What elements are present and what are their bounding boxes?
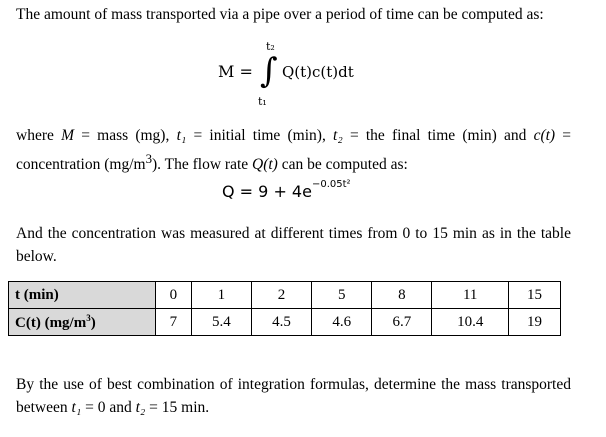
table-cell: 19	[508, 309, 560, 336]
table-cell: 4.5	[251, 309, 311, 336]
row-header-time: t (min)	[9, 282, 156, 309]
mass-integral-equation	[218, 40, 378, 110]
task-paragraph	[16, 373, 571, 419]
task-text: By the use of best combination of integration formulas, determine the mass transported between	[16, 376, 571, 416]
t1-value: = 0 and	[85, 399, 132, 416]
var-t2: t₂	[135, 399, 146, 416]
var-Q: Q(t)	[252, 156, 278, 174]
t1-definition: = initial time (min),	[193, 127, 326, 144]
t2-definition: = the final time (min) and	[349, 127, 527, 144]
intro-paragraph: The amount of mass transported via a pipe over a period of time can be computed as:	[16, 6, 544, 23]
measurement-paragraph: And the concentration was measured at different times from 0 to 15 min as in the table below.	[16, 225, 571, 265]
measurement-table	[8, 281, 561, 336]
table-cell: 4.6	[312, 309, 372, 336]
M-definition: = mass (mg),	[81, 127, 170, 144]
table-cell: 15	[508, 282, 560, 309]
integral-sign: ∫	[260, 51, 278, 91]
equation-lhs: M =	[218, 62, 253, 81]
table-cell: 2	[251, 282, 311, 309]
row-header-concentration: C(t) $(mg/m^3)$	[9, 309, 156, 336]
flow-rate-intro: ). The flow rate	[152, 156, 249, 174]
flow-equation-base: Q = 9 + 4e	[222, 182, 312, 201]
flow-rate-equation	[222, 178, 351, 201]
table-cell: 8	[372, 282, 432, 309]
integral-lower-bound: t₁	[258, 95, 267, 108]
c-definition: =	[562, 127, 572, 144]
flow-equation-exponent: −0.05t²	[311, 178, 351, 190]
computed-as: can be computed as:	[281, 156, 408, 174]
table-cell: 5	[312, 282, 372, 309]
integral-upper-bound: t₂	[266, 40, 275, 53]
definitions-paragraph: where M = mass (mg), t₁ = initial time (min), t₂ = the final time (min) and c(t) = concentration $(mg/m^3)$. The flow rate Q(t) can be computed as:	[16, 127, 572, 174]
var-c: c(t)	[533, 127, 556, 144]
table-cell: 6.7	[372, 309, 432, 336]
table-row	[9, 282, 561, 309]
table-cell: 10.4	[432, 309, 508, 336]
table-cell: 7	[156, 309, 192, 336]
var-M: M	[61, 127, 74, 144]
t2-value: = 15 min.	[149, 399, 210, 416]
integrand: Q(t)c(t)dt	[282, 63, 354, 81]
var-t1: t₁	[71, 399, 82, 416]
table-cell: 1	[191, 282, 251, 309]
table-row	[9, 309, 561, 336]
var-t1: t₁	[176, 127, 187, 144]
table-cell: 5.4	[191, 309, 251, 336]
table-cell: 11	[432, 282, 508, 309]
where-word: where	[16, 127, 54, 144]
table-cell: 0	[156, 282, 192, 309]
var-t2: t₂	[333, 127, 343, 144]
concentration-unit: concentration (mg/m	[16, 156, 146, 174]
